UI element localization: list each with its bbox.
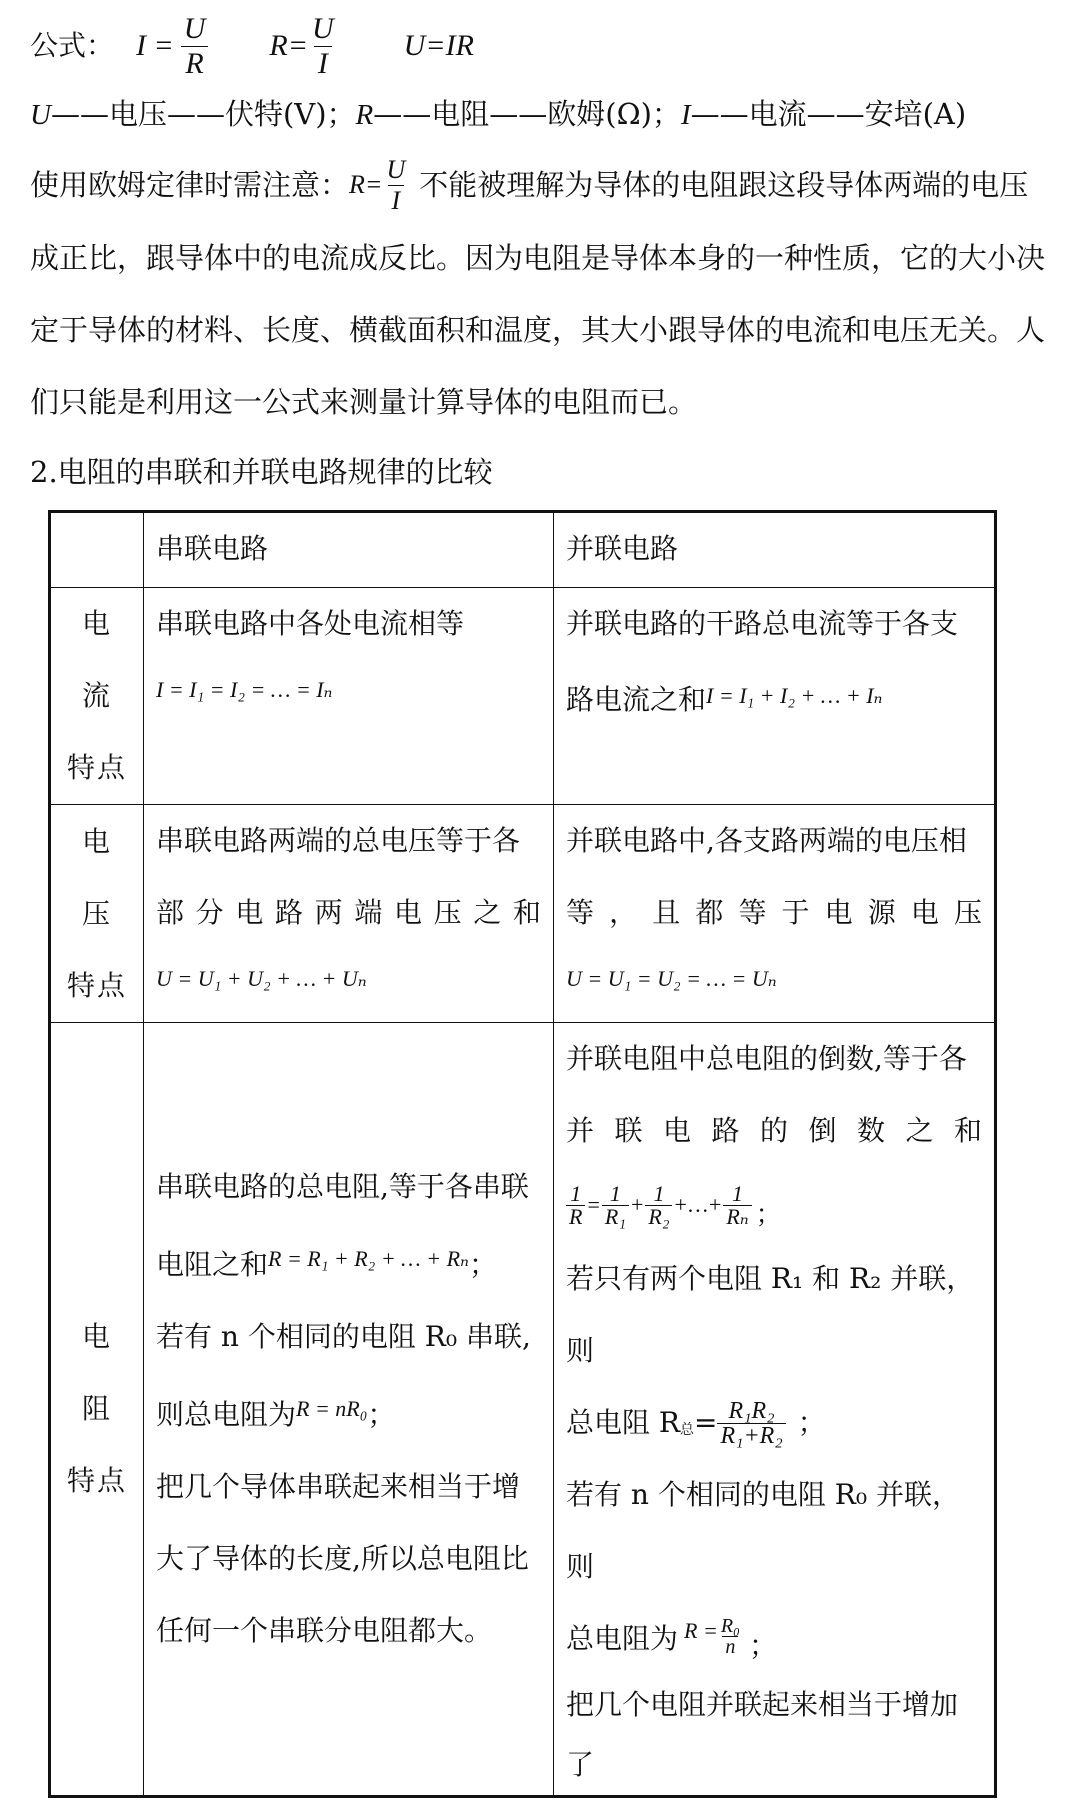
table-header-row [50, 512, 996, 588]
note-r-lhs: R= [349, 170, 383, 199]
two-resistor-fraction [717, 1399, 785, 1448]
resistance-series-text6: 大了导体的长度,所以总电阻比 [156, 1542, 529, 1575]
current-series-text: 串联电路中各处电流相等 [156, 607, 465, 640]
resistance-series-line4 [156, 1373, 541, 1451]
note-line-2: 成正比，跟导体中的电流成反比。因为电阻是导体本身的一种性质，它的大小决 [30, 241, 1046, 275]
resistance-parallel-cell [554, 1023, 996, 1797]
formula-line [30, 11, 474, 80]
semicolon: ； [797, 1406, 826, 1439]
resistance-series-formula2: R = nR₀ [296, 1396, 368, 1421]
formula-r-lhs: R= [269, 29, 308, 62]
row-label-line: 电 压 [81, 824, 112, 930]
formula-i-lhs: I = [136, 29, 174, 62]
current-parallel-text2: 路电流之和 [566, 683, 707, 716]
resistance-series-formula: R = R₁ + R₂ + … + Rₙ [268, 1246, 469, 1271]
voltage-series-text1: 串联电路两端的总电压等于各 [156, 824, 521, 857]
resistance-parallel-text4-prefix: 总电阻 R [566, 1406, 680, 1439]
resistance-parallel-text2: 并联电路的倒数之和 [566, 1114, 982, 1147]
resistance-series-text7: 任何一个串联分电阻都大。 [156, 1614, 493, 1647]
semicolon: ； [748, 1629, 777, 1662]
n-fraction [718, 1616, 743, 1657]
frac-denominator: I [388, 185, 405, 216]
resistance-parallel-text7: 把几个电阻并联起来相当于增加了 [566, 1688, 959, 1781]
frac-numerator: U [312, 11, 334, 45]
header-series: 串联电路 [144, 512, 554, 588]
frac-1-over-r1 [602, 1180, 629, 1229]
frac-denominator: R₂ [645, 1205, 672, 1228]
resistance-parallel-text1: 并联电阻中总电阻的倒数,等于各 [566, 1042, 967, 1075]
note-line1-rest: 不能被理解为导体的电阻跟这段导体两端的电压 [419, 168, 1029, 202]
resistance-parallel-text3: 若只有两个电阻 R₁ 和 R₂ 并联，则 [566, 1262, 975, 1367]
current-series-formula: I = I₁ = I₂ = … = Iₙ [156, 677, 333, 702]
frac-denominator: R [566, 1205, 585, 1228]
frac-denominator: Rₙ [723, 1205, 751, 1228]
row-label-line: 电 流 [81, 607, 112, 712]
voltage-parallel-cell [554, 805, 996, 1023]
voltage-series-text2: 部分电路两端电压之和 [156, 896, 541, 929]
frac-denominator: R₁ [602, 1205, 629, 1228]
resistance-parallel-formula [566, 1167, 982, 1243]
resistance-series-text5: 把几个导体串联起来相当于增 [156, 1470, 521, 1503]
note-line-1 [30, 152, 1028, 218]
resistance-series-text3: 若有 n 个相同的电阻 R₀ 串联, [156, 1320, 531, 1353]
resistance-series-text4: 则总电阻为 [156, 1398, 297, 1431]
header-parallel: 并联电路 [554, 512, 996, 588]
table-row-current [50, 588, 996, 805]
resistance-series-text1: 串联电路的总电阻,等于各串联 [156, 1170, 529, 1203]
row-label-line: 特点 [66, 751, 127, 784]
unit-u-symbol: U [30, 99, 51, 131]
formula-label: 公式： [30, 29, 115, 62]
formula-r-fraction [308, 12, 338, 81]
current-parallel-line2 [566, 660, 982, 736]
units-line [30, 96, 966, 133]
row-label-line: 电 阻 [81, 1320, 112, 1425]
equals-sign: = [587, 1192, 600, 1217]
frac-denominator: R₁+R₂ [717, 1423, 785, 1448]
frac-numerator: 1 [731, 1180, 743, 1206]
frac-numerator: R₁R₂ [728, 1397, 775, 1424]
frac-numerator: U [183, 11, 206, 45]
voltage-parallel-formula: U = U₁ = U₂ = … = Uₙ [566, 966, 777, 991]
row-label-resistance [50, 1023, 144, 1797]
frac-numerator: 1 [570, 1180, 582, 1206]
frac-denominator: I [314, 46, 332, 81]
formula-i-fraction [180, 12, 210, 81]
comparison-table [48, 510, 997, 1798]
row-label-line: 特点 [66, 1464, 127, 1497]
resistance-parallel-line4 [566, 1387, 982, 1459]
resistance-parallel-text5: 若有 n 个相同的电阻 R₀ 并联，则 [566, 1478, 960, 1583]
unit-i-symbol: I [680, 99, 691, 131]
frac-numerator: U [386, 154, 406, 184]
semicolon: ； [755, 1200, 782, 1229]
note-fraction [382, 155, 409, 216]
note-line-4: 们只能是利用这一公式来测量计算导体的电阻而已。 [30, 385, 698, 419]
row-label-voltage [50, 805, 144, 1023]
current-parallel-formula: I = I₁ + I₂ + … + Iₙ [706, 683, 883, 708]
resistance-parallel-line6 [566, 1603, 982, 1675]
note-prefix: 使用欧姆定律时需注意： [30, 168, 350, 202]
frac-1-over-r [566, 1180, 585, 1229]
equals-sign: = [693, 1406, 718, 1439]
plus-dots: +…+ [674, 1192, 722, 1217]
plus-sign: + [630, 1192, 644, 1217]
header-blank-cell [50, 512, 144, 588]
unit-u-text: ——电压——伏特(V)； [50, 97, 356, 131]
resistance-series-text2: 电阻之和 [156, 1248, 269, 1281]
frac-numerator: 1 [609, 1180, 621, 1206]
current-series-cell [144, 588, 554, 805]
current-parallel-text1: 并联电路的干路总电流等于各支 [566, 607, 959, 640]
row-label-current [50, 588, 144, 805]
unit-r-text: ——电阻——欧姆(Ω)； [373, 97, 681, 131]
voltage-series-cell [144, 805, 554, 1023]
frac-numerator: 1 [653, 1180, 665, 1206]
n-lhs: R = [684, 1618, 718, 1643]
voltage-series-formula: U = U₁ + U₂ + … + Uₙ [156, 966, 367, 991]
current-parallel-cell [554, 588, 996, 805]
frac-denominator: n [722, 1636, 738, 1657]
row-label-line: 特点 [66, 968, 127, 1002]
frac-numerator: R₀ [720, 1614, 740, 1637]
frac-denominator: R [181, 46, 207, 81]
subscript-total: 总 [679, 1422, 694, 1438]
semicolon: ； [468, 1248, 497, 1281]
semicolon: ； [367, 1398, 396, 1431]
resistance-series-line2 [156, 1223, 541, 1301]
voltage-parallel-text1: 并联电路中,各支路两端的电压相 [566, 824, 967, 857]
note-line-3: 定于导体的材料、长度、横截面积和温度，其大小跟导体的电流和电压无关。人 [30, 313, 1046, 347]
resistance-parallel-text6: 总电阻为 [566, 1622, 679, 1655]
formula-u-eq: U=IR [403, 29, 474, 62]
section-title: 2.电阻的串联和并联电路规律的比较 [30, 455, 493, 489]
frac-1-over-r2 [645, 1180, 672, 1229]
unit-r-symbol: R [355, 99, 374, 131]
unit-i-text: ——电流——安培(A) [690, 97, 967, 131]
table-row-voltage [50, 805, 996, 1023]
resistance-series-cell [144, 1023, 554, 1797]
table-row-resistance [50, 1023, 996, 1797]
frac-1-over-rn [723, 1180, 751, 1229]
voltage-parallel-text2: 等，且都等于电源电压 [566, 896, 982, 929]
